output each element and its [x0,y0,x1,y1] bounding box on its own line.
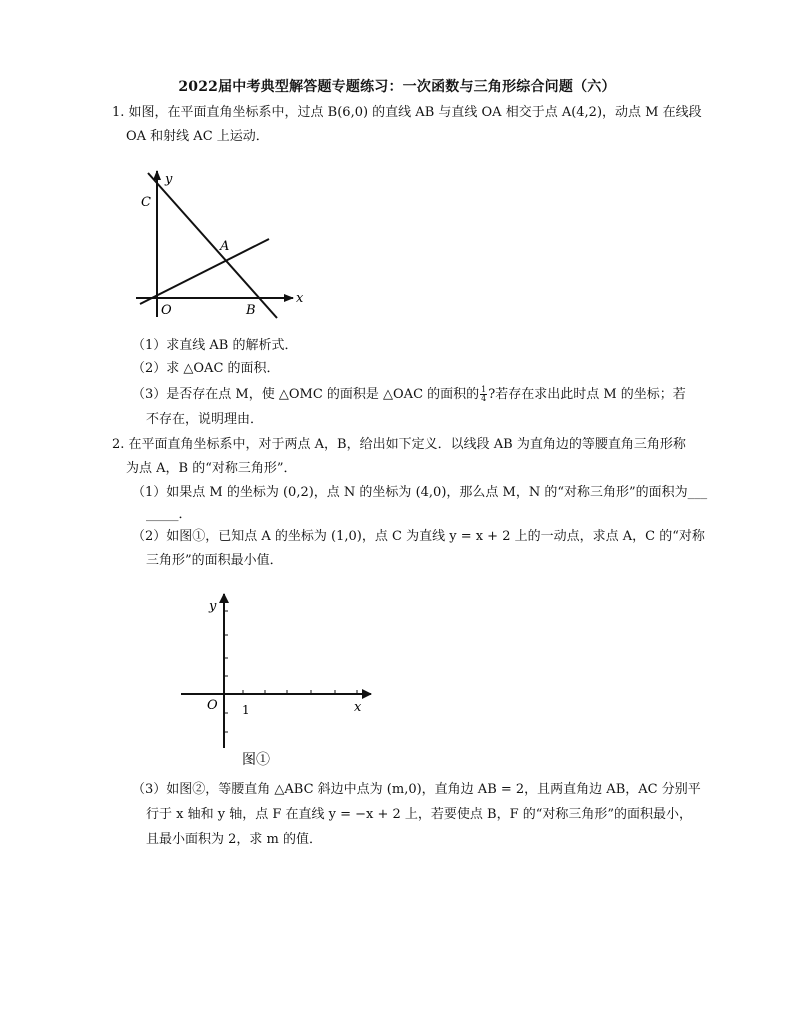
q1-label-c: C [141,195,151,210]
q2-part-3-line-3: 且最小面积为 2，求 m 的值． [146,832,322,847]
q2-label-x: x [354,700,362,715]
q2-figure-1 [175,590,375,775]
q2-stem-line-2: 为点 A，B 的“对称三角形”． [126,461,297,476]
q1-part-3-text-b: ?若存在求出此时点 M 的坐标；若 [488,387,686,402]
q1-label-o: O [161,303,172,318]
q1-fraction [480,386,487,403]
q2-part-2-line-1: （2）如图①，已知点 A 的坐标为 (1,0)，点 C 为直线 y = x + 2 上的一动点，求点 A，C 的“对称 [132,529,705,544]
q2-figure-caption: 图① [242,752,270,768]
q2-label-1: 1 [242,703,250,717]
q2-part-1-line-2: _____． [146,507,192,522]
q2-part-3-line-2: 行于 x 轴和 y 轴，点 F 在直线 y = −x + 2 上，若要使点 B，F 的“对称三角形”的面积最小， [146,807,693,822]
q2-part-3-line-1: （3）如图②，等腰直角 △ABC 斜边中点为 (m,0)，直角边 AB = 2，且两直角边 AB，AC 分别平 [132,782,701,797]
q2-part-2-line-2: 三角形”的面积最小值． [146,553,283,568]
q1-part-1: （1）求直线 AB 的解析式． [132,338,298,353]
q1-label-x: x [296,291,304,306]
q1-fraction-denominator: 4 [481,394,487,403]
q1-stem-line-1: 1. 如图，在平面直角坐标系中，过点 B(6,0) 的直线 AB 与直线 OA 相交于点 A(4,2)，动点 M 在线段 [112,105,702,120]
q1-part-3-line-1 [132,385,686,405]
q1-line-oa [140,239,269,304]
q1-label-y: y [165,172,173,187]
q1-stem-line-2: OA 和射线 AC 上运动． [126,129,269,144]
q1-part-3-line-2: 不存在，说明理由． [146,412,264,427]
q1-fraction-numerator: 1 [481,385,487,394]
q1-label-b: B [246,303,256,318]
q1-figure [130,165,310,325]
q2-part-1-line-1: （1）如果点 M 的坐标为 (0,2)，点 N 的坐标为 (4,0)，那么点 M，N 的“对称三角形”的面积为___ [132,485,708,500]
page-title: 2022届中考典型解答题专题练习：一次函数与三角形综合问题（六） [178,79,616,95]
q2-stem-line-1: 2. 在平面直角坐标系中，对于两点 A，B，给出如下定义．以线段 AB 为直角边的等腰直角三角形称 [112,437,686,452]
q1-part-3-text-a: （3）是否存在点 M，使 △OMC 的面积是 △OAC 的面积的 [132,387,480,402]
q1-label-a: A [220,239,230,254]
q2-label-y: y [209,599,217,614]
q2-label-o: O [207,698,218,713]
q1-part-2: （2）求 △OAC 的面积． [132,361,280,376]
